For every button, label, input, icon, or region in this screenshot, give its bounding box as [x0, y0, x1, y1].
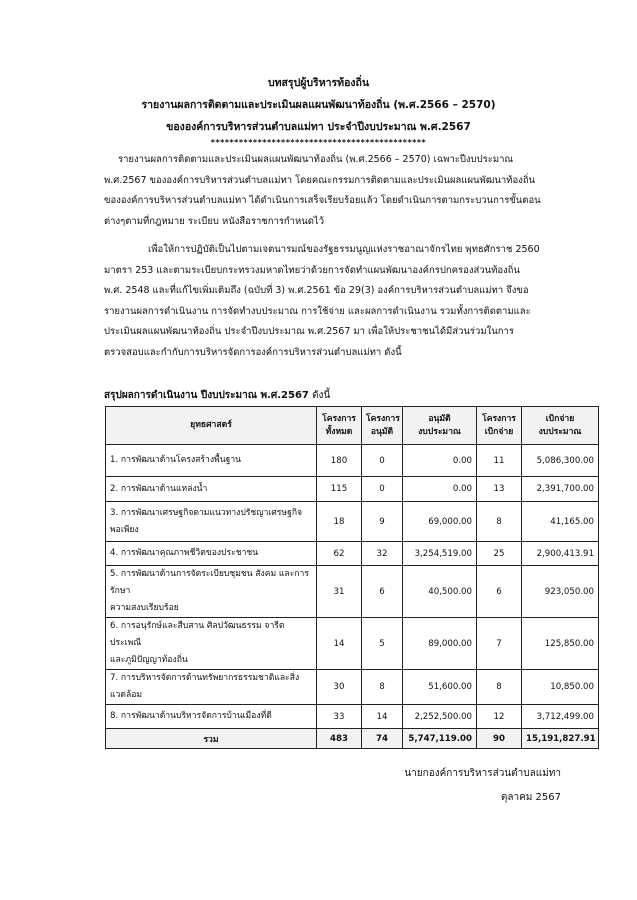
summary-heading-suffix: ดังนี้	[312, 390, 331, 401]
paragraph-line: ต่างๆตามที่กฎหมาย ระเบียบ หนังสือราชการกำหนดไว้	[104, 215, 325, 227]
projects-total: 31	[317, 566, 362, 618]
budget-approved: 89,000.00	[403, 618, 477, 670]
strategy-name: 8. การพัฒนาด้านบริหารจัดการบ้านเมืองที่ดี	[106, 705, 317, 729]
total-approved: 74	[362, 729, 403, 749]
budget-approved: 2,252,500.00	[403, 705, 477, 729]
strategy-name: 2. การพัฒนาด้านแหล่งน้ำ	[106, 477, 317, 502]
results-table	[105, 406, 599, 749]
header-strategy: ยุทธศาสตร์	[106, 407, 317, 445]
paragraph-line: ขององค์การบริหารส่วนตำบลแม่ทา ได้ดำเนินการเสร็จเรียบร้อยแล้ว โดยดำเนินการตามกระบวนการขั้นตอน	[104, 195, 541, 207]
projects-approved: 5	[362, 618, 403, 670]
paragraph-line: เพื่อให้การปฏิบัติเป็นไปตามเจตนารมณ์ของรัฐธรรมนูญแห่งราชอาณาจักรไทย พุทธศักราช 2560	[148, 244, 540, 255]
projects-total: 33	[317, 705, 362, 729]
projects-disbursed: 12	[477, 705, 522, 729]
projects-disbursed: 7	[477, 618, 522, 670]
paragraph-line: รายงานผลการติดตามและประเมินผลแผนพัฒนาท้องถิ่น (พ.ศ.2566 – 2570) เฉพาะปีงบประมาณ	[118, 154, 514, 165]
table-row	[106, 670, 599, 705]
summary-heading	[104, 388, 330, 403]
paragraph-line: ประเมินผลแผนพัฒนาท้องถิ่น ประจำปีงบประมาณ พ.ศ.2567 มา เพื่อให้ประชาชนได้มีส่วนร่วมในการ	[104, 326, 514, 338]
budget-disbursed: 10,850.00	[522, 670, 599, 705]
total-projects-disbursed: 90	[477, 729, 522, 749]
table-row	[106, 705, 599, 729]
projects-disbursed: 8	[477, 502, 522, 542]
total-label: รวม	[106, 729, 317, 749]
total-projects: 483	[317, 729, 362, 749]
table-total-row	[106, 729, 599, 749]
header-projects-approved: โครงการ อนุมัติ	[362, 407, 403, 445]
report-title: รายงานผลการติดตามและประเมินผลแผนพัฒนาท้องถิ่น (พ.ศ.2566 – 2570)	[141, 99, 496, 111]
projects-total: 180	[317, 445, 362, 477]
projects-approved: 9	[362, 502, 403, 542]
table-row	[106, 477, 599, 502]
projects-approved: 6	[362, 566, 403, 618]
budget-disbursed: 125,850.00	[522, 618, 599, 670]
projects-approved: 8	[362, 670, 403, 705]
paragraph-line: ตรวจสอบและกำกับการบริหารจัดการองค์การบริหารส่วนตำบลแม่ทา ดังนี้	[104, 346, 402, 358]
table-row	[106, 618, 599, 670]
budget-approved: 0.00	[403, 445, 477, 477]
header-budget-approved: อนุมัติ งบประมาณ	[403, 407, 477, 445]
projects-disbursed: 13	[477, 477, 522, 502]
paragraph-line: รายงานผลการดำเนินงาน การจัดทำงบประมาณ การใช้จ่าย และผลการดำเนินงาน รวมทั้งการติดตามและ	[104, 305, 531, 317]
projects-approved: 32	[362, 542, 403, 566]
projects-disbursed: 8	[477, 670, 522, 705]
projects-disbursed: 6	[477, 566, 522, 618]
header-projects-total: โครงการ ทั้งหมด	[317, 407, 362, 445]
summary-title: บทสรุปผู้บริหารท้องถิ่น	[267, 77, 370, 89]
budget-approved: 69,000.00	[403, 502, 477, 542]
strategy-name: 1. การพัฒนาด้านโครงสร้างพื้นฐาน	[106, 445, 317, 477]
legal-basis-paragraph	[104, 240, 560, 364]
budget-disbursed: 923,050.00	[522, 566, 599, 618]
projects-approved: 14	[362, 705, 403, 729]
budget-approved: 51,600.00	[403, 670, 477, 705]
signature-date: ตุลาคม 2567	[500, 792, 561, 803]
projects-total: 18	[317, 502, 362, 542]
table-row	[106, 445, 599, 477]
budget-disbursed: 5,086,300.00	[522, 445, 599, 477]
paragraph-line: พ.ศ. 2548 และที่แก้ไขเพิ่มเติมถึง (ฉบับที่ 3) พ.ศ.2561 ข้อ 29(3) องค์การบริหารส่วนตำบลแม่ทา จึงขอ	[104, 285, 529, 297]
summary-heading-bold: สรุปผลการดำเนินงาน ปีงบประมาณ พ.ศ.2567	[104, 390, 309, 401]
header-projects-disbursed: โครงการ เบิกจ่าย	[477, 407, 522, 445]
strategy-name: 6. การอนุรักษ์และสืบสาน ศิลปวัฒนธรรม จารีตประเพณี และภูมิปัญญาท้องถิ่น	[106, 618, 317, 670]
projects-total: 14	[317, 618, 362, 670]
projects-approved: 0	[362, 445, 403, 477]
table-row	[106, 502, 599, 542]
paragraph-line: พ.ศ.2567 ขององค์การบริหารส่วนตำบลแม่ทา โดยคณะกรรมการติดตามและประเมินผลแผนพัฒนาท้องถิ่น	[104, 174, 536, 186]
signature-title: นายกองค์การบริหารส่วนตำบลแม่ทา	[404, 768, 561, 779]
header-budget-disbursed: เบิกจ่าย งบประมาณ	[522, 407, 599, 445]
table-header-row	[106, 407, 599, 445]
table-row	[106, 542, 599, 566]
star-divider: **********************************************	[210, 138, 427, 147]
strategy-name: 4. การพัฒนาคุณภาพชีวิตของประชาชน	[106, 542, 317, 566]
budget-approved: 3,254,519.00	[403, 542, 477, 566]
total-budget-approved: 5,747,119.00	[403, 729, 477, 749]
budget-disbursed: 41,165.00	[522, 502, 599, 542]
budget-approved: 0.00	[403, 477, 477, 502]
total-budget-disbursed: 15,191,827.91	[522, 729, 599, 749]
projects-total: 30	[317, 670, 362, 705]
budget-approved: 40,500.00	[403, 566, 477, 618]
budget-disbursed: 2,900,413.91	[522, 542, 599, 566]
projects-total: 62	[317, 542, 362, 566]
budget-disbursed: 2,391,700.00	[522, 477, 599, 502]
table-row	[106, 566, 599, 618]
intro-paragraph	[104, 150, 560, 232]
strategy-name: 7. การบริหารจัดการด้านทรัพยากรธรรมชาติและสิ่งแวดล้อม	[106, 670, 317, 705]
budget-disbursed: 3,712,499.00	[522, 705, 599, 729]
strategy-name: 5. การพัฒนาด้านการจัดระเบียบชุมชน สังคม และการรักษา ความสงบเรียบร้อย	[106, 566, 317, 618]
projects-disbursed: 25	[477, 542, 522, 566]
paragraph-line: มาตรา 253 และตามระเบียบกระทรวงมหาดไทยว่าด้วยการจัดทำแผนพัฒนาองค์กรปกครองส่วนท้องถิ่น	[104, 264, 520, 276]
projects-disbursed: 11	[477, 445, 522, 477]
organization-title: ขององค์การบริหารส่วนตำบลแม่ทา ประจำปีงบประมาณ พ.ศ.2567	[166, 121, 471, 133]
strategy-name: 3. การพัฒนาเศรษฐกิจตามแนวทางปรัชญาเศรษฐกิจ พอเพียง	[106, 502, 317, 542]
projects-approved: 0	[362, 477, 403, 502]
projects-total: 115	[317, 477, 362, 502]
